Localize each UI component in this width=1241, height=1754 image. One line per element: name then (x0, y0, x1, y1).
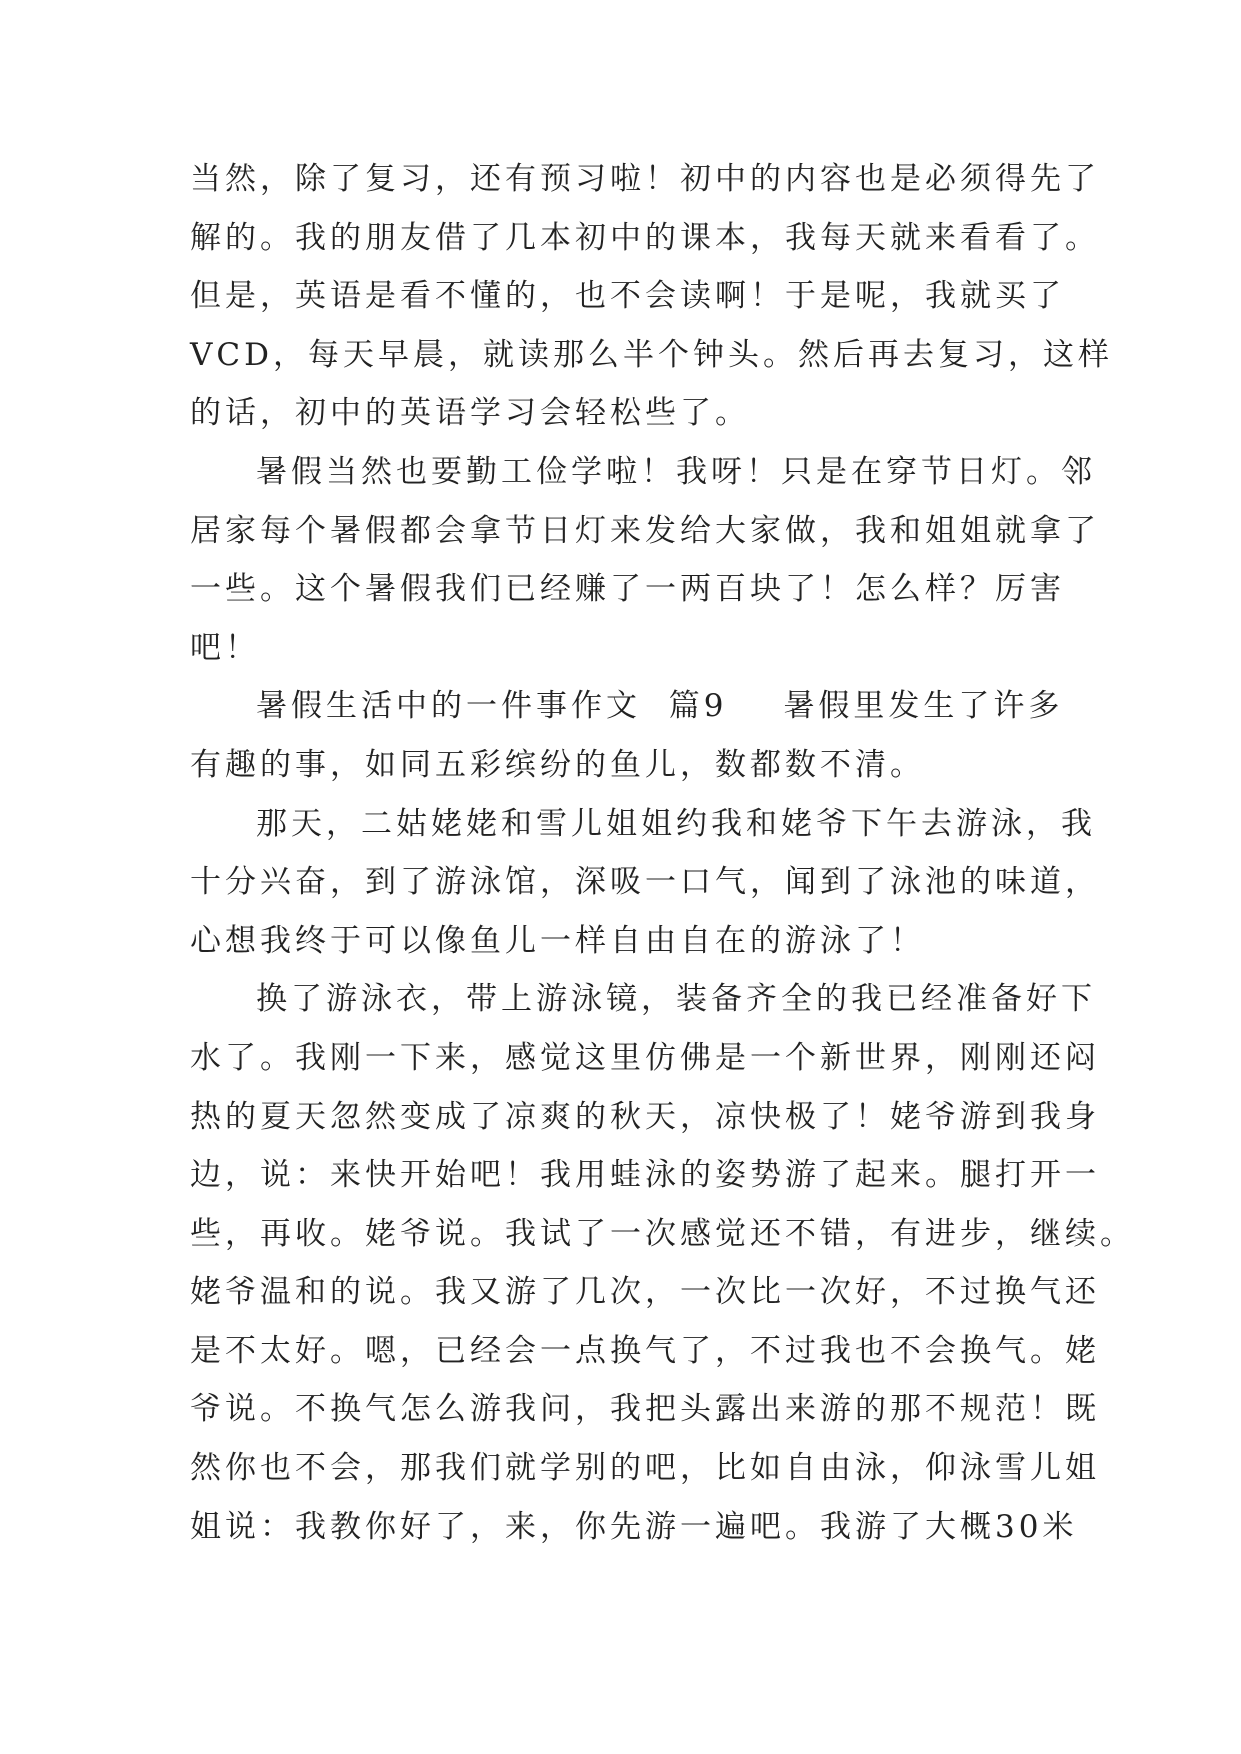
paragraph-swimming (190, 970, 1135, 1556)
text-line: 姐说：我教你好了，来，你先游一遍吧。我游了大概30米 (190, 1508, 1078, 1545)
text-line: 爷说。不换气怎么游我问，我把头露出来游的那不规范！既 (190, 1391, 1100, 1428)
text-line: 居家每个暑假都会拿节日灯来发给大家做，我和姐姐就拿了 (190, 512, 1100, 549)
text-line: 一些。这个暑假我们已经赚了一两百块了！怎么样？厉害 (190, 571, 1065, 608)
text-line: 那天，二姑姥姥和雪儿姐姐约我和姥爷下午去游泳，我 (256, 805, 1096, 842)
paragraph-section-heading (190, 677, 1080, 794)
text-line: 的话，初中的英语学习会轻松些了。 (190, 395, 750, 432)
text-line: 吧！ (190, 629, 260, 666)
text-line: 当然，除了复习，还有预习啦！初中的内容也是必须得先了 (190, 161, 1100, 197)
essay-body (190, 150, 1135, 1556)
section-title: 暑假生活中的一件事作文 篇9 (256, 688, 728, 725)
text-line: 边，说：来快开始吧！我用蛙泳的姿势游了起来。腿打开一 (190, 1157, 1100, 1194)
text-line: 是不太好。嗯，已经会一点换气了，不过我也不会换气。姥 (190, 1332, 1100, 1369)
text-line: 暑假当然也要勤工俭学啦！我呀！只是在穿节日灯。邻 (256, 453, 1096, 490)
paragraph-work-study (190, 443, 1100, 677)
text-line: 但是，英语是看不懂的，也不会读啊！于是呢，我就买了 (190, 278, 1065, 315)
text-line: 心想我终于可以像鱼儿一样自由自在的游泳了！ (190, 922, 925, 959)
section-first-line: 暑假里发生了许多 (783, 688, 1064, 725)
text-line: 十分兴奋，到了游泳馆，深吸一口气，闻到了泳池的味道， (190, 864, 1100, 901)
text-line: 解的。我的朋友借了几本初中的课本，我每天就来看看了。 (190, 219, 1100, 256)
text-line: 些，再收。姥爷说。我试了一次感觉还不错，有进步，继续。 (190, 1215, 1135, 1252)
paragraph-invitation (190, 795, 1100, 971)
paragraph-review-preview (190, 150, 1113, 443)
text-line: 姥爷温和的说。我又游了几次，一次比一次好，不过换气还 (190, 1274, 1100, 1311)
text-line: 水了。我刚一下来，感觉这里仿佛是一个新世界，刚刚还闷 (190, 1039, 1100, 1076)
text-line (190, 677, 1080, 736)
text-line: 有趣的事，如同五彩缤纷的鱼儿，数都数不清。 (190, 746, 925, 783)
text-line: 换了游泳衣，带上游泳镜，装备齐全的我已经准备好下 (256, 981, 1096, 1018)
text-line: 然你也不会，那我们就学别的吧，比如自由泳，仰泳雪儿姐 (190, 1450, 1100, 1487)
text-line: 热的夏天忽然变成了凉爽的秋天，凉快极了！姥爷游到我身 (190, 1098, 1100, 1135)
text-line: VCD，每天早晨，就读那么半个钟头。然后再去复习，这样 (190, 336, 1113, 373)
